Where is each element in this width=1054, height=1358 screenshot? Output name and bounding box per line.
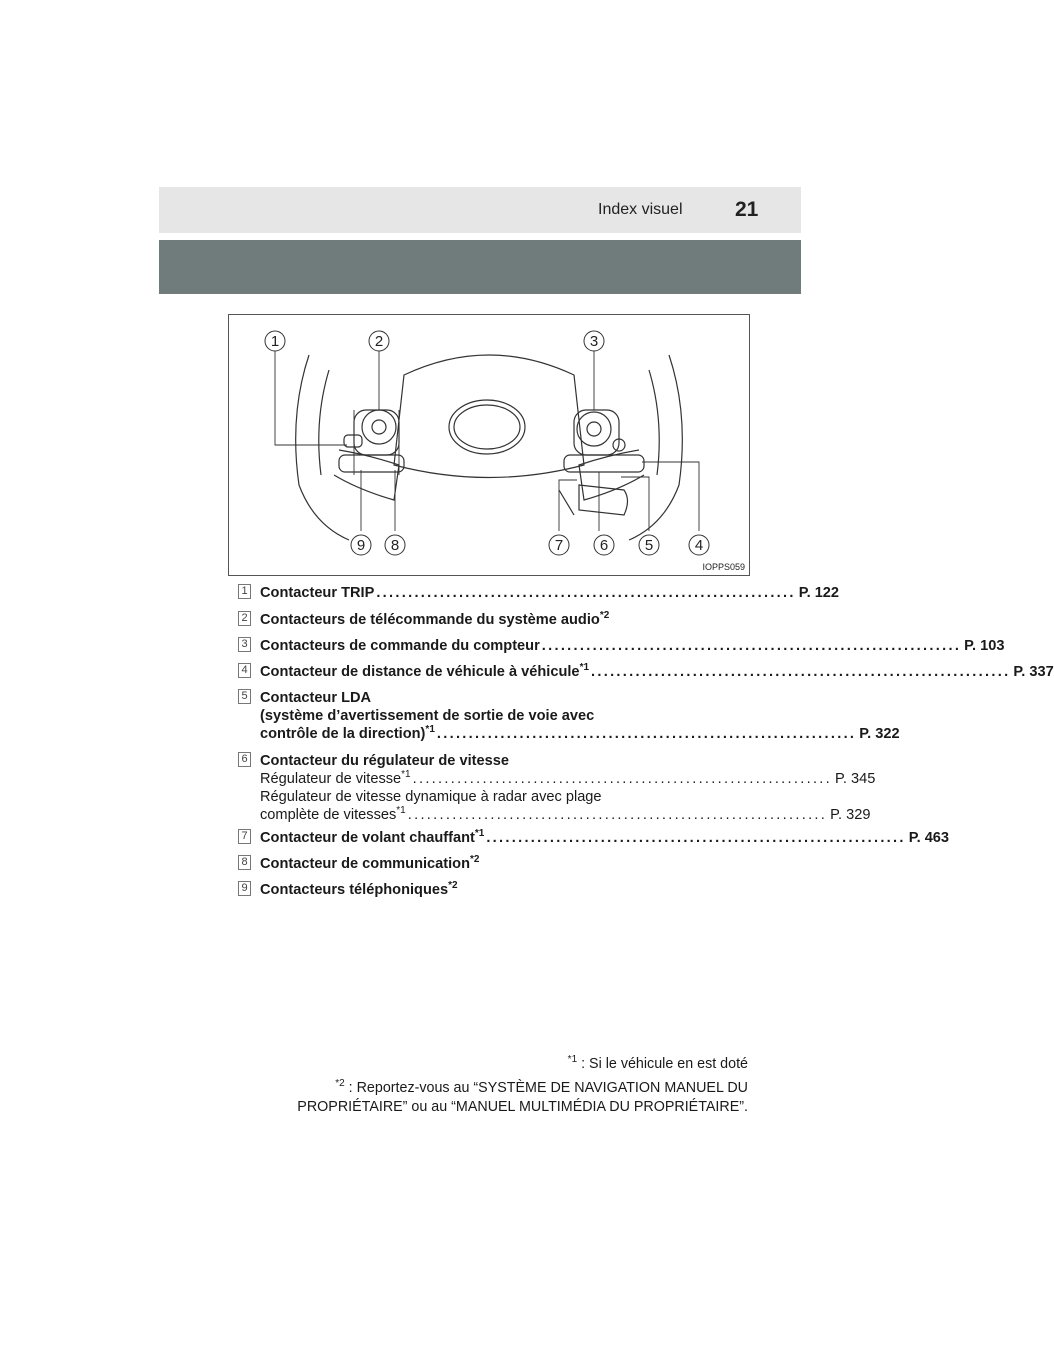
footnote-text: PROPRIÉTAIRE” ou au “MANUEL MULTIMÉDIA DU PROPRIÉTAIRE”.: [297, 1099, 748, 1115]
item-label: Contacteurs de commande du compteur: [260, 638, 540, 654]
item-label: Contacteurs téléphoniques: [260, 882, 449, 898]
footnote-marker: *1: [425, 724, 435, 736]
callout-1: 1: [270, 333, 280, 350]
page-number: 21: [735, 198, 759, 221]
item-label-line1: Contacteur LDA: [260, 690, 372, 706]
item-title: Contacteur du régulateur de vitesse: [260, 753, 509, 769]
item-number: 1: [238, 584, 251, 599]
footnote-marker: *1: [401, 769, 411, 781]
footnote-marker: *1: [396, 805, 406, 817]
callout-5: 5: [644, 537, 654, 554]
footnote-2: [335, 1080, 748, 1096]
footnote-2-line2: [297, 1099, 748, 1115]
item-number: 2: [238, 611, 251, 626]
section-band: [159, 240, 801, 294]
steering-wheel-illustration: [228, 314, 750, 576]
footnote-marker: *1: [474, 828, 485, 840]
sub-label: Régulateur de vitesse dynamique à radar avec plage: [260, 789, 602, 805]
page-ref: P. 122: [798, 585, 840, 601]
footnote-marker: *2: [448, 880, 458, 892]
page-ref: P. 337: [1013, 664, 1054, 680]
item-number: 5: [238, 689, 251, 704]
footnote-1: [568, 1056, 748, 1072]
footnote-marker: *2: [470, 854, 480, 866]
footnote-mark: *2: [335, 1078, 345, 1090]
item-number: 7: [238, 829, 251, 844]
callout-7: 7: [554, 537, 564, 554]
page-ref: P. 103: [964, 638, 1005, 654]
item-label: Contacteurs de télécommande du système audio: [260, 612, 600, 628]
footnote-marker: *2: [599, 610, 610, 622]
item-label: Contacteur de distance de véhicule à véhicule: [260, 664, 580, 680]
header-bar: [159, 187, 801, 233]
callout-9: 9: [356, 537, 366, 554]
item-number: 4: [238, 663, 251, 678]
page-ref: P. 329: [830, 807, 871, 823]
figure-code: IOPPS059: [702, 562, 745, 572]
footnote-mark: *1: [567, 1054, 578, 1066]
callout-3: 3: [589, 333, 599, 350]
footnote-marker: *1: [579, 662, 590, 674]
item-label: Contacteur de communication: [260, 856, 471, 872]
footnote-text: : Si le véhicule en est doté: [577, 1056, 748, 1072]
steering-wheel-drawing: [229, 315, 749, 575]
sub-label: Régulateur de vitesse: [260, 771, 402, 787]
item-number: 8: [238, 855, 251, 870]
item-label: Contacteur TRIP: [260, 585, 375, 601]
page-ref: P. 322: [859, 726, 900, 742]
page-ref: P. 345: [835, 771, 876, 787]
page-ref: P. 463: [908, 830, 950, 846]
item-number: 9: [238, 881, 251, 896]
item-label-line2: (système d’avertissement de sortie de voie avec: [260, 708, 595, 724]
section-title: Index visuel: [598, 201, 683, 218]
callout-6: 6: [599, 537, 609, 554]
footnote-text: : Reportez-vous au “SYSTÈME DE NAVIGATION MANUEL DU: [344, 1080, 748, 1096]
sub-label: complète de vitesses: [260, 807, 397, 823]
callout-8: 8: [390, 537, 400, 554]
callout-4: 4: [694, 537, 704, 554]
item-number: 6: [238, 752, 251, 767]
callout-2: 2: [374, 333, 384, 350]
item-number: 3: [238, 637, 251, 652]
item-label: Contacteur de volant chauffant: [260, 830, 475, 846]
item-label-line3: contrôle de la direction): [260, 726, 426, 742]
